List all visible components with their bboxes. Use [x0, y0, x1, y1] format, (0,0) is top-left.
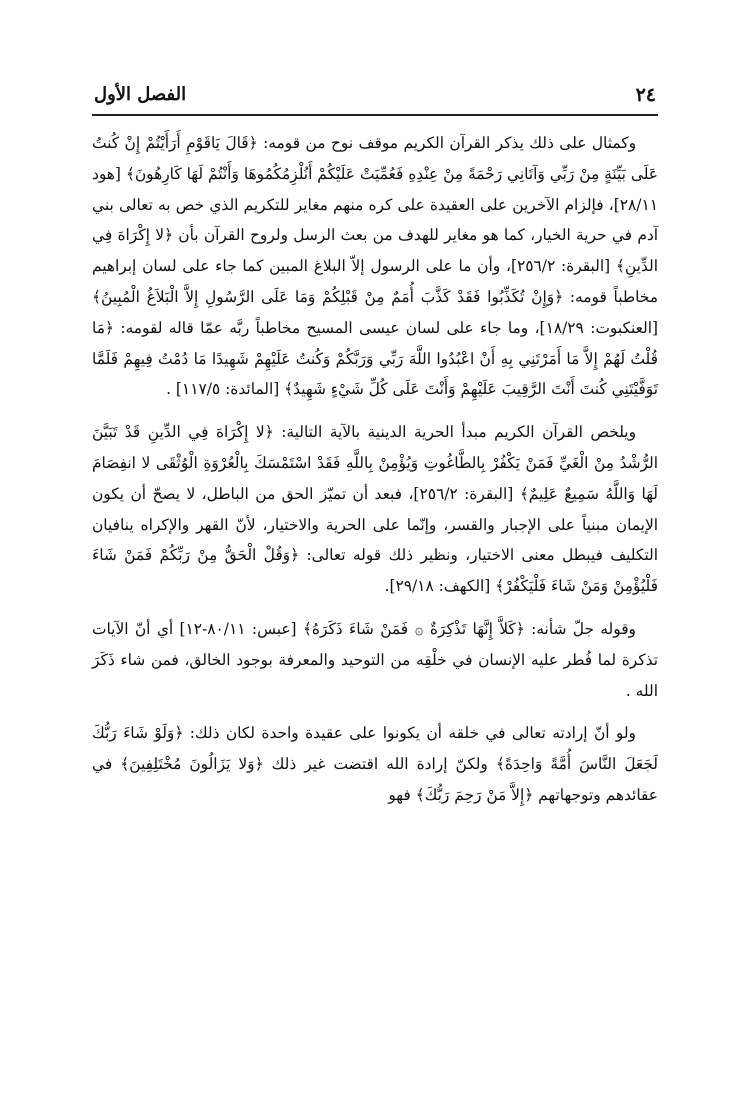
- page-number: ٢٤: [635, 84, 656, 106]
- paragraph-reminder: وقوله جلّ شأنه: ﴿كَلاَّ إِنَّهَا تَذْكِرَةٌ ۞ فَمَنْ شَاءَ ذَكَرَهُ﴾ [عبس: ٨٠/١١-١٢] أي أنّ الآيات تذكرة لما فُطر عليه الإنسان في خلْقِه من التوحيد والمعرفة بوجود الخالق، فمن شاء ذَكَرَ الله .: [92, 619, 658, 700]
- body-text: [92, 128, 658, 823]
- paragraph-noah-example: وكمثال على ذلك يذكر القرآن الكريم موقف نوح من قومه: ﴿قَالَ يَاقَوْمِ أَرَأَيْتُمْ إِنْ كُنتُ عَلَى بَيِّنَةٍ مِنْ رَبِّي وَآتَانِي رَحْمَةً مِنْ عِنْدِهِ فَعُمِّيَتْ عَلَيْكُمْ أَنُلْزِمُكُمُوهَا وَأَنْتُمْ لَهَا كَارِهُونَ﴾ [هود ٢٨/١١]، فإلزام الآخرين على العقيدة على كره منهم مغاير للتكريم الذي خص به تعالى بني آدم في حرية الخيار، كما هو مغاير للهدف من بعث الرسل ولروح القرآن بأن ﴿لا إِكْرَاهَ فِي الدِّينِ﴾ [البقرة: ٢٥٦/٢]، وأن ما على الرسول إلاّ البلاغ المبين كما جاء على لسان إبراهيم مخاطباً قومه: ﴿وَإِنْ تُكَذِّبُوا فَقَدْ كَذَّبَ أُمَمٌ مِنْ قَبْلِكُمْ وَمَا عَلَى الرَّسُولِ إِلاَّ الْبَلاَغُ الْمُبِينُ﴾ [العنكبوت: ١٨/٢٩]، وما جاء على لسان عيسى المسيح مخاطباً ربَّه عمّا قاله لقومه: ﴿مَا قُلْتُ لَهُمْ إِلاَّ مَا أَمَرْتَنِي بِهِ أَنْ اعْبُدُوا اللَّهَ رَبِّي وَرَبَّكُمْ وَكُنتُ عَلَيْهِمْ شَهِيدًا مَا دُمْتُ فِيهِمْ فَلَمَّا تَوَفَّيْتَنِي كُنتَ أَنْتَ الرَّقِيبَ عَلَيْهِمْ وَأَنْتَ عَلَى كُلِّ شَيْءٍ شَهِيدٌ﴾ [المائدة: ١١٧/٥] .: [92, 134, 659, 399]
- paragraph-religious-freedom: ويلخص القرآن الكريم مبدأ الحرية الدينية بالآية التالية: ﴿لا إِكْرَاهَ فِي الدِّينِ قَدْ تَبَيَّنَ الرُّشْدُ مِنْ الْغَيِّ فَمَنْ يَكْفُرْ بِالطَّاغُوتِ وَيُؤْمِنْ بِاللَّهِ فَقَدْ اسْتَمْسَكَ بِالْعُرْوَةِ الْوُثْقَى لا انفِصَامَ لَهَا وَاللَّهُ سَمِيعٌ عَلِيمٌ﴾ [البقرة: ٢٥٦/٢]، فبعد أن تميّز الحق من الباطل، لا يصحّ أن يكون الإيمان مبنياً على الإجبار والقسر، وإنّما على الحرية والاختيار، لأنّ القهر والإكراه ينافيان التكليف فيبطل معنى الاختيار، ونظير ذلك قوله تعالى: ﴿وَقُلْ الْحَقُّ مِنْ رَبِّكُمْ فَمَنْ شَاءَ فَلْيُؤْمِنْ وَمَنْ شَاءَ فَلْيَكْفُرْ﴾ [الكهف: ٢٩/١٨].: [92, 423, 658, 596]
- chapter-title: الفصل الأول: [94, 84, 187, 105]
- page-header: [92, 80, 658, 116]
- paragraph-divine-will: ولو أنّ إرادته تعالى في خلقه أن يكونوا على عقيدة واحدة لكان ذلك: ﴿وَلَوْ شَاءَ رَبُّكَ لَجَعَلَ النَّاسَ أُمَّةً وَاحِدَةً﴾ ولكنّ إرادة الله اقتضت غير ذلك ﴿وَلا يَزَالُونَ مُخْتَلِفِينَ﴾ في عقائدهم وتوجهاتهم ﴿إِلاَّ مَنْ رَحِمَ رَبُّكَ﴾ فهو: [92, 724, 658, 804]
